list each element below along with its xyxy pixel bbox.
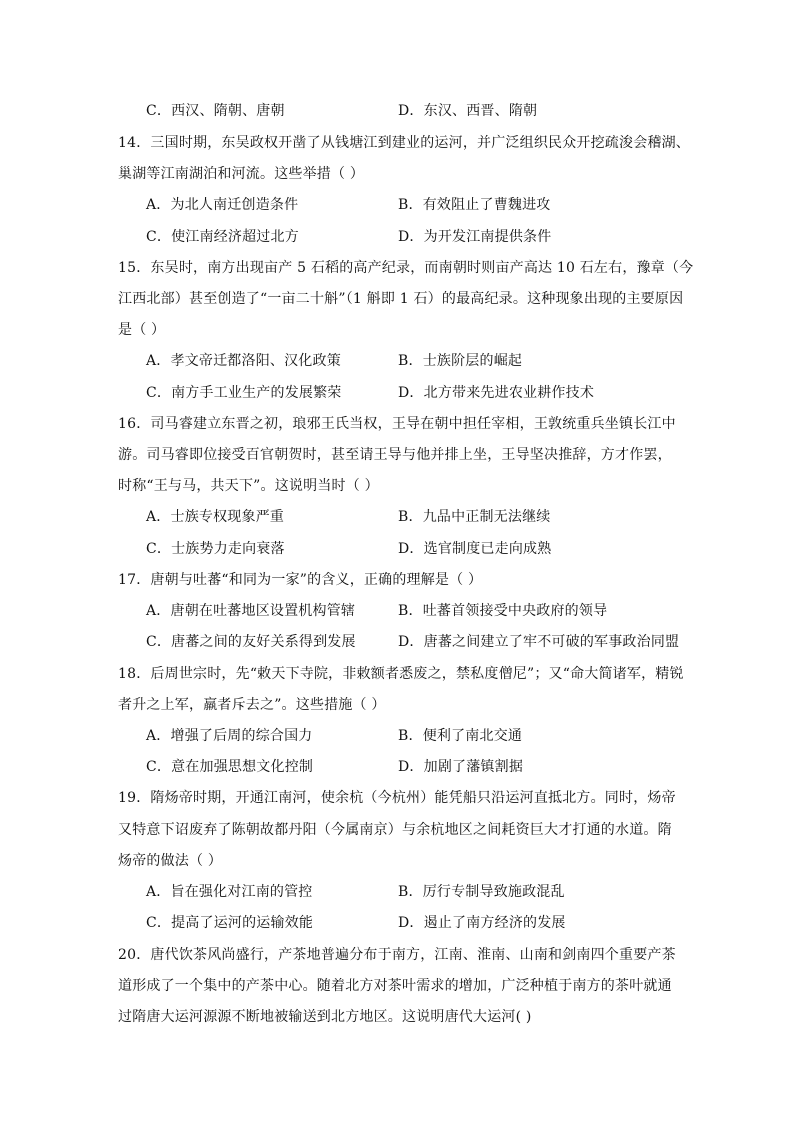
q19-option-d: D．遏止了南方经济的发展 <box>398 915 566 931</box>
q15-option-b: B．士族阶层的崛起 <box>398 353 523 369</box>
q20-stem-line-3: 过隋唐大运河源源不断地被输送到北方地区。这说明唐代大运河( ) <box>118 1009 532 1025</box>
q18-option-d: D．加剧了藩镇割据 <box>398 759 524 775</box>
q18-option-b: B．便利了南北交通 <box>398 728 523 744</box>
q16-option-c: C．士族势力走向衰落 <box>146 541 285 557</box>
prev-option-d: D．东汉、西晋、隋朝 <box>398 103 538 119</box>
q14-option-c: C．使江南经济超过北方 <box>146 229 299 245</box>
q18-option-c: C．意在加强思想文化控制 <box>146 759 314 775</box>
q16-stem-line-2: 游。司马睿即位接受百官朝贺时，甚至请王导与他并排上坐，王导坚决推辞，方才作罢， <box>118 447 672 463</box>
q18-stem-line-2: 者升之上军，羸者斥去之”。这些措施（ ） <box>118 697 386 713</box>
q15-option-a: A．孝文帝迁都洛阳、汉化政策 <box>146 353 341 369</box>
q17-option-b: B．吐蕃首领接受中央政府的领导 <box>398 603 608 619</box>
q17-option-c: C．唐蕃之间的友好关系得到发展 <box>146 634 356 650</box>
q19-stem-line-2: 又特意下诏废弃了陈朝故都丹阳（今属南京）与余杭地区之间耗资巨大才打通的水道。隋 <box>118 822 672 838</box>
q19-stem-line-1: 19．隋炀帝时期，开通江南河，使余杭（今杭州）能凭船只沿运河直抵北方。同时，炀帝 <box>118 790 676 806</box>
q14-option-a: A．为北人南迁创造条件 <box>146 197 299 213</box>
q18-option-a: A．增强了后周的综合国力 <box>146 728 313 744</box>
q17-stem-line-1: 17．唐朝与吐蕃“和同为一家”的含义，正确的理解是（ ） <box>118 572 483 588</box>
q19-option-a: A．旨在强化对江南的管控 <box>146 884 313 900</box>
q15-stem-line-2: 江西北部）甚至创造了“一亩二十斛”（1 斛即 1 石）的最高纪录。这种现象出现的主要原因 <box>118 291 684 307</box>
q14-option-d: D．为开发江南提供条件 <box>398 229 552 245</box>
q18-stem-line-1: 18．后周世宗时，先“敕天下寺院，非敕额者悉废之，禁私度僧尼”；又“命大简诸军，精锐 <box>118 666 684 682</box>
q19-option-b: B．厉行专制导致施政混乱 <box>398 884 565 900</box>
q15-stem-line-1: 15．东吴时，南方出现亩产 5 石稻的高产纪录，而南朝时则亩产高达 10 石左右，豫章（今 <box>118 260 694 276</box>
q15-stem-line-3: 是（ ） <box>118 322 166 338</box>
q15-option-c: C．南方手工业生产的发展繁荣 <box>146 385 342 401</box>
prev-option-c: C．西汉、隋朝、唐朝 <box>146 103 285 119</box>
q20-stem-line-1: 20．唐代饮茶风尚盛行，产茶地普遍分布于南方，江南、淮南、山南和剑南四个重要产茶 <box>118 947 676 963</box>
q17-option-a: A．唐朝在吐蕃地区设置机构管辖 <box>146 603 356 619</box>
q14-stem-line-2: 巢湖等江南湖泊和河流。这些举措（ ） <box>118 166 365 182</box>
q20-stem-line-2: 道形成了一个集中的产茶中心。随着北方对茶叶需求的增加，广泛种植于南方的茶叶就通 <box>118 978 672 994</box>
q16-option-d: D．选官制度已走向成熟 <box>398 541 552 557</box>
q16-stem-line-3: 时称“王与马，共天下”。这说明当时（ ） <box>118 478 379 494</box>
q16-stem-line-1: 16．司马睿建立东晋之初，琅邪王氏当权，王导在朝中担任宰相，王敦统重兵坐镇长江中 <box>118 416 676 432</box>
q17-option-d: D．唐蕃之间建立了牢不可破的军事政治同盟 <box>398 634 680 650</box>
q14-option-b: B．有效阻止了曹魏进攻 <box>398 197 551 213</box>
q19-stem-line-3: 炀帝的做法（ ） <box>118 853 223 869</box>
q16-option-a: A．士族专权现象严重 <box>146 509 285 525</box>
q19-option-c: C．提高了运河的运输效能 <box>146 915 314 931</box>
q15-option-d: D．北方带来先进农业耕作技术 <box>398 385 595 401</box>
q14-stem-line-1: 14．三国时期，东吴政权开凿了从钱塘江到建业的运河，并广泛组织民众开挖疏浚会稽湖、 <box>118 135 691 151</box>
q16-option-b: B．九品中正制无法继续 <box>398 509 551 525</box>
